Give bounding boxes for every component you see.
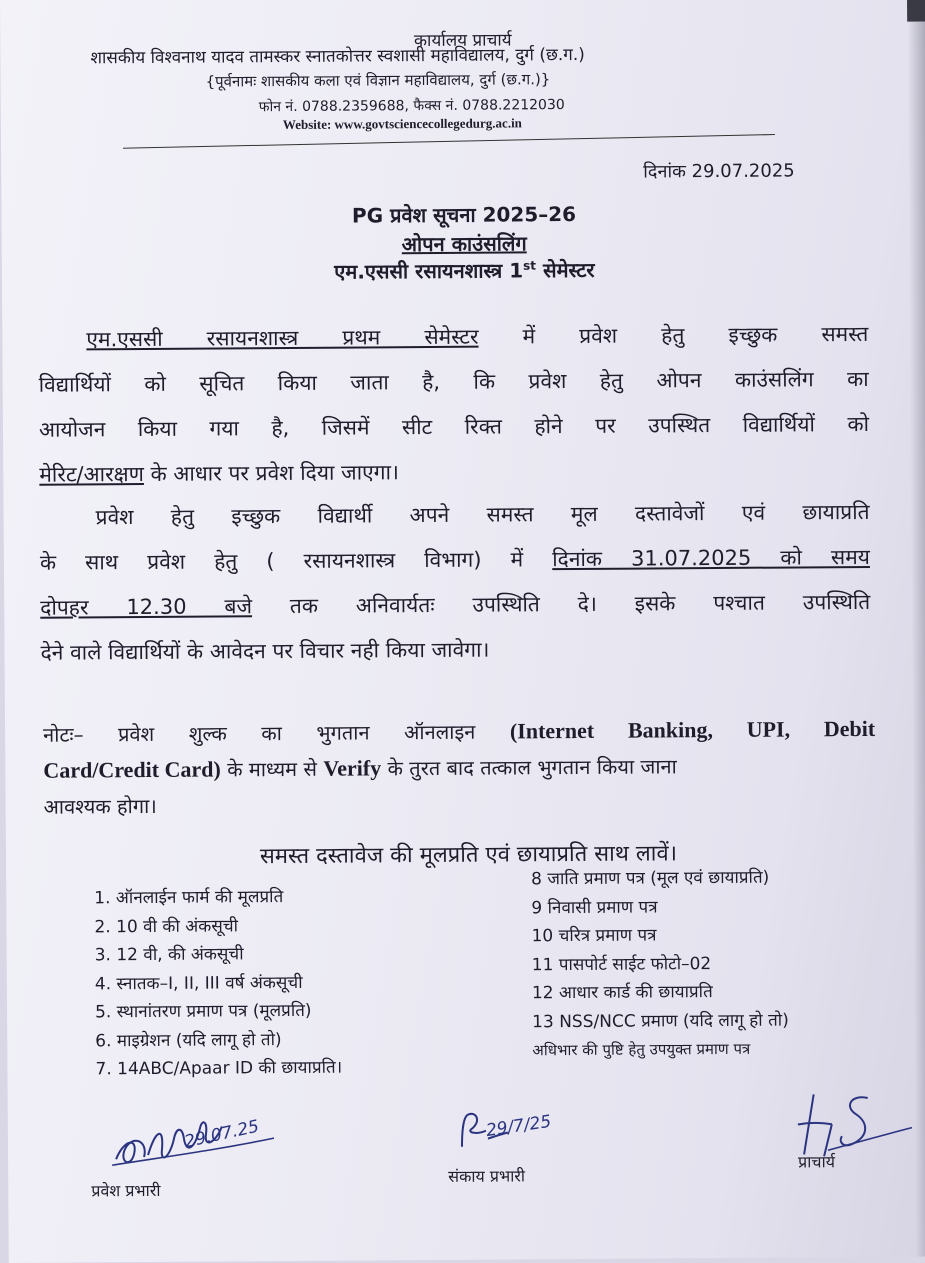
note-line-2	[43, 747, 875, 789]
principal-label: प्राचार्य	[798, 1152, 836, 1172]
signature-principal	[788, 1084, 919, 1195]
list-item: 6. माइग्रेशन (यदि लागू हो तो)	[95, 1029, 282, 1051]
notice-title: PG प्रवेश सूचना 2025–26	[351, 201, 577, 228]
paragraph-1-line-2: विद्यार्थियों को सूचित किया जाता है, कि प्रवेश हेतु ओपन काउंसलिंग का	[38, 366, 869, 397]
course-title-sup: st	[523, 258, 537, 273]
note-part-c: Card/Credit Card)	[43, 756, 221, 783]
header-divider	[123, 134, 775, 149]
list-item: 9 निवासी प्रमाण पत्र	[531, 896, 658, 918]
background-corner	[907, 0, 925, 22]
note-part-e: Verify	[323, 755, 382, 781]
list-item: 5. स्थानांतरण प्रमाण पत्र (मूलप्रति)	[95, 1000, 312, 1023]
merit-reservation-underlined: मेरिट/आरक्षण	[39, 462, 144, 487]
paragraph-1-line-4-rest: के आधार पर प्रवेश दिया जाएगा।	[143, 460, 400, 487]
signature-faculty-incharge	[448, 1108, 609, 1199]
page-edge-shadow	[907, 0, 925, 1257]
paragraph-2-line-2	[40, 535, 870, 586]
list-item: 2. 10 वी की अंकसूची	[94, 915, 239, 937]
paragraph-2	[39, 490, 870, 676]
notice-subtitle: ओपन काउंसलिंग	[401, 231, 527, 257]
former-name: {पूर्वनामः शासकीय कला एवं विज्ञान महाविद्यालय, दुर्ग (छ.ग.)}	[205, 70, 551, 91]
notice-date: दिनांक 29.07.2025	[643, 160, 795, 183]
deadline-date-underlined: दिनांक 31.07.2025 को समय	[552, 544, 870, 572]
list-item: 1. ऑनलाईन फार्म की मूलप्रति	[94, 887, 284, 909]
faculty-sign-date: 29/7/25	[484, 1111, 553, 1142]
admission-incharge-label: प्रवेश प्रभारी	[91, 1180, 161, 1201]
paragraph-1-line-1	[38, 312, 868, 363]
office-title: कार्यालय प्राचार्य	[413, 30, 512, 52]
website-line: Website: www.govtsciencecollegedurg.ac.in	[282, 115, 522, 133]
admission-sign-date: 29.07.25	[182, 1116, 261, 1153]
paragraph-1-line-1-rest: में प्रवेश हेतु इच्छुक समस्त	[478, 321, 869, 349]
note-part-d: के माध्यम से	[220, 756, 324, 782]
payment-note	[43, 711, 876, 825]
note-line-1	[43, 711, 875, 753]
list-item: 12 आधार कार्ड की छायाप्रति	[531, 982, 713, 1004]
paragraph-2-line-1: प्रवेश हेतु इच्छुक विद्यार्थी अपने समस्त मूल दस्तावेजों एवं छायाप्रति	[95, 499, 870, 530]
list-item: 11 पासपोर्ट साईट फोटो–02	[531, 953, 712, 975]
paragraph-1	[38, 312, 869, 498]
note-part-a: नोटः– प्रवेश शुल्क का भुगतान ऑनलाइन	[43, 719, 510, 747]
signature-admission-incharge	[91, 1098, 295, 1209]
list-item: 4. स्नातक–I, II, III वर्ष अंकसूची	[94, 972, 303, 994]
list-item: 7. 14ABC/Apaar ID की छायाप्रति।	[95, 1057, 343, 1080]
documents-heading: समस्त दस्तावेज की मूलप्रति एवं छायाप्रति साथ लावें।	[259, 841, 678, 870]
paragraph-2-line-4: देने वाले विद्यार्थियों के आवेदन पर विचार नही किया जावेगा।	[40, 637, 490, 665]
paragraph-2-line-3	[40, 580, 870, 631]
course-title	[2, 254, 925, 287]
list-item: अधिभार की पुष्टि हेतु उपयुक्त प्रमाण पत्र	[532, 1039, 751, 1060]
course-title-tail: सेमेस्टर	[535, 257, 595, 283]
deadline-time-underlined: दोपहर 12.30 बजे	[40, 594, 253, 620]
paragraph-2-line-2-start: के साथ प्रवेश हेतु ( रसायनशास्त्र विभाग) में	[39, 547, 553, 575]
course-title-main: एम.एससी रसायनशास्त्र 1	[334, 258, 524, 284]
list-item: 13 NSS/NCC प्रमाण (यदि लागू हो तो)	[532, 1010, 789, 1032]
documents-list-left	[94, 883, 342, 1084]
paragraph-2-line-3-rest: तक अनिवार्यतः उपस्थिति दे। इसके पश्चात उपस्थिति	[251, 589, 871, 619]
note-line-3: आवश्यक होगा।	[43, 793, 157, 819]
note-part-f: के तुरत बाद तत्काल भुगतान किया जाना	[381, 754, 677, 781]
college-name: शासकीय विश्वनाथ यादव तामस्कर स्नातकोत्तर स्वशासी महाविद्यालय, दुर्ग (छ.ग.)	[90, 44, 585, 69]
course-underlined: एम.एससी रसायनशास्त्र प्रथम सेमेस्टर	[86, 324, 479, 352]
note-part-b: (Internet Banking, UPI, Debit	[509, 715, 876, 744]
list-item: 8 जाति प्रमाण पत्र (मूल एवं छायाप्रति)	[531, 867, 770, 890]
list-item: 3. 12 वी, की अंकसूची	[94, 944, 244, 966]
paragraph-1-line-3: आयोजन किया गया है, जिसमें सीट रिक्त होने पर उपस्थित विद्यार्थियों को	[38, 411, 870, 442]
list-item: 10 चरित्र प्रमाण पत्र	[531, 925, 657, 947]
contact-line: फोन नं. 0788.2359688, फैक्स नं. 0788.2212030	[258, 97, 565, 116]
documents-list-right	[531, 864, 789, 1065]
faculty-incharge-label: संकाय प्रभारी	[448, 1166, 526, 1186]
